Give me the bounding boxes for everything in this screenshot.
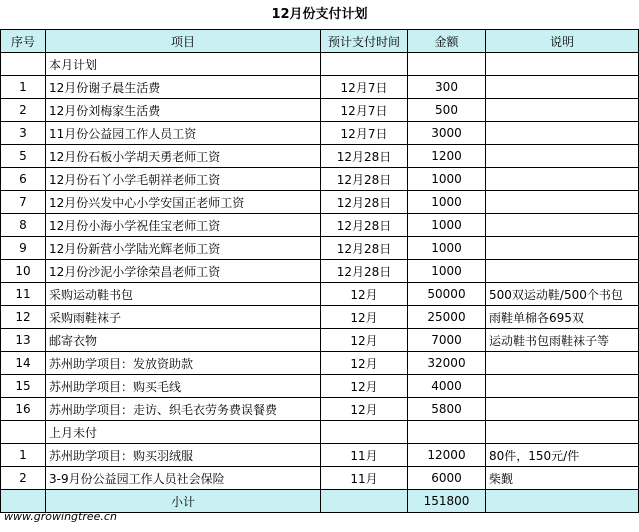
row-amount[interactable]: 1000 — [408, 168, 486, 191]
row-item[interactable]: 苏州助学项目：发放资助款 — [46, 352, 321, 375]
row-number[interactable]: 14 — [1, 352, 46, 375]
watermark: www.growingtree.cn — [4, 510, 117, 523]
row-amount[interactable]: 1200 — [408, 145, 486, 168]
table-row — [1, 168, 639, 191]
row-date[interactable]: 12月28日 — [321, 260, 408, 283]
section-label-last-month[interactable]: 上月未付 — [46, 421, 321, 444]
row-item[interactable]: 11月份公益园工作人员工资 — [46, 122, 321, 145]
row-date[interactable]: 12月28日 — [321, 237, 408, 260]
table-cell[interactable] — [408, 53, 486, 76]
table-row — [1, 145, 639, 168]
table-row — [1, 306, 639, 329]
row-note[interactable]: 柴觐 — [486, 467, 639, 490]
row-amount[interactable]: 50000 — [408, 283, 486, 306]
row-amount[interactable]: 1000 — [408, 191, 486, 214]
header-date[interactable]: 预计支付时间 — [321, 30, 408, 53]
row-amount[interactable]: 4000 — [408, 375, 486, 398]
row-item[interactable]: 邮寄衣物 — [46, 329, 321, 352]
row-number[interactable]: 8 — [1, 214, 46, 237]
row-date[interactable]: 12月7日 — [321, 122, 408, 145]
row-amount[interactable]: 6000 — [408, 467, 486, 490]
row-date[interactable]: 12月 — [321, 375, 408, 398]
row-date[interactable]: 12月 — [321, 283, 408, 306]
row-date[interactable]: 12月28日 — [321, 145, 408, 168]
row-amount[interactable]: 12000 — [408, 444, 486, 467]
table-row — [1, 467, 639, 490]
row-number[interactable]: 15 — [1, 375, 46, 398]
table-row — [1, 329, 639, 352]
row-item[interactable]: 3-9月份公益园工作人员社会保险 — [46, 467, 321, 490]
row-amount[interactable]: 7000 — [408, 329, 486, 352]
row-number[interactable]: 1 — [1, 444, 46, 467]
row-amount[interactable]: 1000 — [408, 237, 486, 260]
row-note[interactable]: 500双运动鞋/500个书包 — [486, 283, 639, 306]
header-item[interactable]: 项目 — [46, 30, 321, 53]
row-note[interactable] — [486, 237, 639, 260]
row-note[interactable] — [486, 375, 639, 398]
table-cell[interactable] — [486, 53, 639, 76]
row-item[interactable]: 12月份石板小学胡天勇老师工资 — [46, 145, 321, 168]
row-amount[interactable]: 25000 — [408, 306, 486, 329]
row-item[interactable]: 12月份石丫小学毛朝祥老师工资 — [46, 168, 321, 191]
table-cell[interactable] — [321, 490, 408, 513]
row-amount[interactable]: 1000 — [408, 214, 486, 237]
table-row — [1, 76, 639, 99]
row-item[interactable]: 采购雨鞋袜子 — [46, 306, 321, 329]
row-item[interactable]: 采购运动鞋书包 — [46, 283, 321, 306]
table-cell[interactable] — [1, 421, 46, 444]
row-date[interactable]: 12月7日 — [321, 99, 408, 122]
row-number[interactable]: 2 — [1, 99, 46, 122]
row-item[interactable]: 12月份谢子晨生活费 — [46, 76, 321, 99]
table-row — [1, 375, 639, 398]
row-number[interactable]: 5 — [1, 145, 46, 168]
row-note[interactable] — [486, 398, 639, 421]
row-note[interactable] — [486, 214, 639, 237]
row-date[interactable]: 12月28日 — [321, 168, 408, 191]
row-number[interactable]: 7 — [1, 191, 46, 214]
table-row — [1, 283, 639, 306]
row-date[interactable]: 12月7日 — [321, 76, 408, 99]
row-item[interactable]: 12月份沙泥小学徐荣昌老师工资 — [46, 260, 321, 283]
header-row — [1, 30, 639, 53]
row-date[interactable]: 12月 — [321, 352, 408, 375]
section-row-this-month — [1, 53, 639, 76]
row-note[interactable]: 雨鞋单棉各695双 — [486, 306, 639, 329]
table-row — [1, 99, 639, 122]
sheet-title: 12月份支付计划 — [271, 7, 368, 22]
row-number[interactable]: 16 — [1, 398, 46, 421]
total-label[interactable]: 小计 — [46, 490, 321, 513]
section-label-this-month[interactable]: 本月计划 — [46, 53, 321, 76]
row-item[interactable]: 12月份小海小学祝佳宝老师工资 — [46, 214, 321, 237]
table-row — [1, 260, 639, 283]
row-date[interactable]: 11月 — [321, 444, 408, 467]
row-number[interactable]: 13 — [1, 329, 46, 352]
row-number[interactable]: 2 — [1, 467, 46, 490]
row-number[interactable]: 11 — [1, 283, 46, 306]
row-number[interactable]: 12 — [1, 306, 46, 329]
table-row — [1, 122, 639, 145]
table-row — [1, 398, 639, 421]
section-row-last-month — [1, 421, 639, 444]
row-item[interactable]: 12月份刘梅家生活费 — [46, 99, 321, 122]
row-amount[interactable]: 32000 — [408, 352, 486, 375]
row-amount[interactable]: 300 — [408, 76, 486, 99]
row-number[interactable]: 10 — [1, 260, 46, 283]
row-date[interactable]: 12月 — [321, 398, 408, 421]
row-note[interactable] — [486, 99, 639, 122]
row-date[interactable]: 12月 — [321, 329, 408, 352]
total-amount[interactable]: 151800 — [408, 490, 486, 513]
row-item[interactable]: 12月份兴发中心小学安国正老师工资 — [46, 191, 321, 214]
payment-plan-table — [0, 29, 639, 513]
row-note[interactable]: 80件，150元/件 — [486, 444, 639, 467]
table-cell[interactable] — [486, 421, 639, 444]
row-amount[interactable]: 3000 — [408, 122, 486, 145]
row-number[interactable]: 9 — [1, 237, 46, 260]
table-row — [1, 191, 639, 214]
table-cell[interactable] — [1, 53, 46, 76]
row-date[interactable]: 12月 — [321, 306, 408, 329]
table-cell[interactable] — [321, 421, 408, 444]
row-note[interactable] — [486, 76, 639, 99]
row-note[interactable] — [486, 260, 639, 283]
row-note[interactable] — [486, 145, 639, 168]
row-item[interactable]: 苏州助学项目：购买毛线 — [46, 375, 321, 398]
table-cell[interactable] — [408, 421, 486, 444]
row-note[interactable]: 运动鞋书包雨鞋袜子等 — [486, 329, 639, 352]
table-cell[interactable] — [486, 490, 639, 513]
header-amount[interactable]: 金额 — [408, 30, 486, 53]
row-amount[interactable]: 500 — [408, 99, 486, 122]
row-note[interactable] — [486, 122, 639, 145]
table-row — [1, 352, 639, 375]
row-item[interactable]: 苏州助学项目：购买羽绒服 — [46, 444, 321, 467]
row-item[interactable]: 苏州助学项目：走访、织毛衣劳务费误餐费 — [46, 398, 321, 421]
row-number[interactable]: 6 — [1, 168, 46, 191]
row-amount[interactable]: 1000 — [408, 260, 486, 283]
row-note[interactable] — [486, 191, 639, 214]
row-date[interactable]: 11月 — [321, 467, 408, 490]
row-amount[interactable]: 5800 — [408, 398, 486, 421]
table-row — [1, 214, 639, 237]
row-note[interactable] — [486, 168, 639, 191]
row-number[interactable]: 1 — [1, 76, 46, 99]
row-note[interactable] — [486, 352, 639, 375]
table-cell[interactable] — [321, 53, 408, 76]
header-note[interactable]: 说明 — [486, 30, 639, 53]
table-row — [1, 444, 639, 467]
row-number[interactable]: 3 — [1, 122, 46, 145]
table-row — [1, 237, 639, 260]
row-item[interactable]: 12月份新营小学陆光辉老师工资 — [46, 237, 321, 260]
row-date[interactable]: 12月28日 — [321, 214, 408, 237]
row-date[interactable]: 12月28日 — [321, 191, 408, 214]
header-no[interactable]: 序号 — [1, 30, 46, 53]
